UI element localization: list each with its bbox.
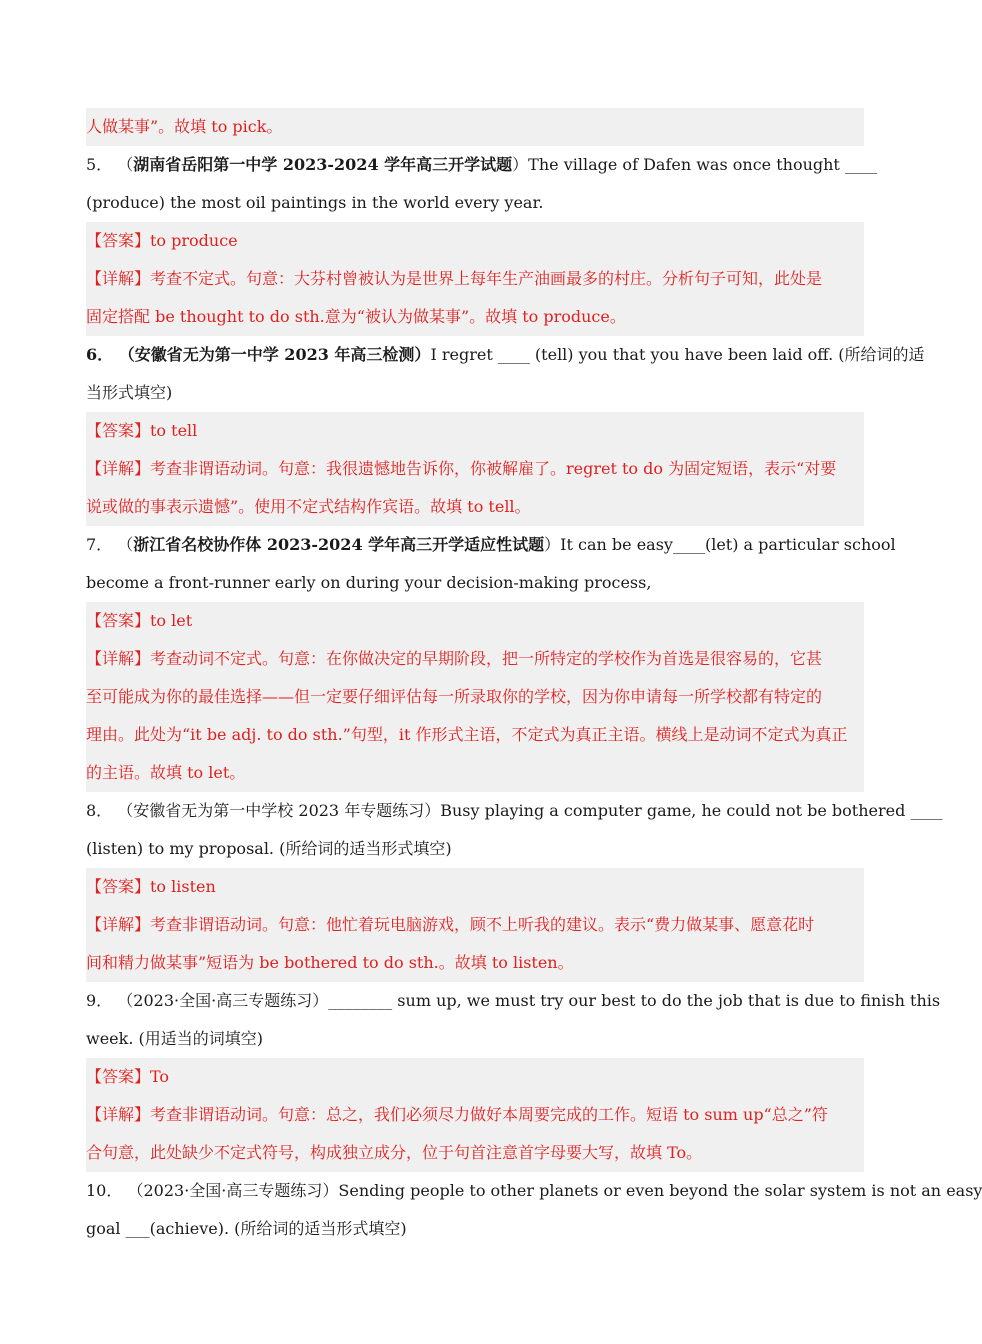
question-text: Busy playing a computer game, he could not be bothered ____	[440, 801, 943, 820]
detail-line: 的主语。故填 to let。	[86, 763, 246, 782]
question-number: 5．	[86, 155, 113, 174]
question-line-2: (produce) the most oil paintings in the world every year.	[86, 193, 544, 212]
question-number: 7．	[86, 535, 113, 554]
detail-line: 说或做的事表示遗憾”。使用不定式结构作宾语。故填 to tell。	[86, 497, 531, 516]
question-10	[86, 1172, 982, 1248]
answer-block	[86, 868, 864, 982]
question-9	[86, 982, 941, 1172]
question-line-2: become a front-runner early on during your decision-making process,	[86, 573, 652, 592]
detail-line: 【详解】考查非谓语动词。句意：我很遗憾地告诉你，你被解雇了。regret to do 为固定短语，表示“对要	[86, 459, 837, 478]
question-line-2: (listen) to my proposal. (所给词的适当形式填空)	[86, 839, 452, 858]
question-text: Sending people to other planets or even beyond the solar system is not an easy	[338, 1181, 982, 1200]
answer-block	[86, 412, 864, 526]
question-source: 安徽省无为第一中学校 2023 年专题练习	[133, 801, 425, 820]
answer-line: 【答案】to let	[86, 611, 193, 630]
answer-line: 【答案】to produce	[86, 231, 238, 250]
detail-line: 至可能成为你的最佳选择——但一定要仔细评估每一所录取你的学校，因为你申请每一所学校都有特定的	[86, 687, 823, 706]
question-8	[86, 792, 943, 982]
previous-answer-tail	[86, 108, 864, 146]
question-line: 7． （浙江省名校协作体 2023-2024 学年高三开学适应性试题）It can be easy____(let) a particular school	[86, 535, 896, 554]
question-line: 9． （2023·全国·高三专题练习）________ sum up, we must try our best to do the job that is due to finish this	[86, 991, 941, 1010]
question-line-2: 当形式填空)	[86, 383, 173, 402]
question-line: 6． （安徽省无为第一中学 2023 年高三检测）I regret ____ (tell) you that you have been laid off. (所给词的适	[86, 345, 925, 364]
question-text: I regret ____ (tell) you that you have been laid off. (所给词的适	[430, 345, 925, 364]
question-line-2: goal ___(achieve). (所给词的适当形式填空)	[86, 1219, 407, 1238]
answer-block	[86, 602, 864, 792]
detail-line: 合句意，此处缺少不定式符号，构成独立成分，位于句首注意首字母要大写，故填 To。	[86, 1143, 703, 1162]
answer-line: 【答案】to listen	[86, 877, 216, 896]
answer-block	[86, 222, 864, 336]
document-content	[86, 108, 982, 1248]
detail-line: 【详解】考查非谓语动词。句意：总之，我们必须尽力做好本周要完成的工作。短语 to sum up“总之”符	[86, 1105, 828, 1124]
question-source: 2023·全国·高三专题练习	[143, 1181, 323, 1200]
question-source: 湖南省岳阳第一中学 2023-2024 学年高三开学试题	[133, 155, 513, 174]
question-line: 10． （2023·全国·高三专题练习）Sending people to other planets or even beyond the solar system is not an easy	[86, 1181, 982, 1200]
question-source: 2023·全国·高三专题练习	[133, 991, 313, 1010]
question-number: 9．	[86, 991, 113, 1010]
detail-line: 【详解】考查非谓语动词。句意：他忙着玩电脑游戏，顾不上听我的建议。表示“费力做某事、愿意花时	[86, 915, 815, 934]
question-number: 8．	[86, 801, 113, 820]
question-text: ________ sum up, we must try our best to do the job that is due to finish this	[328, 991, 941, 1010]
question-text: It can be easy____(let) a particular school	[560, 535, 896, 554]
detail-line: 间和精力做某事”短语为 be bothered to do sth.。故填 to listen。	[86, 953, 574, 972]
question-7	[86, 526, 896, 792]
question-source: 安徽省无为第一中学 2023 年高三检测	[134, 345, 415, 364]
detail-line: 理由。此处为“it be adj. to do sth.”句型，it 作形式主语，不定式为真正主语。横线上是动词不定式为真正	[86, 725, 848, 744]
detail-line: 【详解】考查动词不定式。句意：在你做决定的早期阶段，把一所特定的学校作为首选是很容易的，它甚	[86, 649, 823, 668]
question-line: 8． （安徽省无为第一中学校 2023 年专题练习）Busy playing a computer game, he could not be bothered ____	[86, 801, 943, 820]
answer-line: 【答案】to tell	[86, 421, 198, 440]
question-number: 10．	[86, 1181, 123, 1200]
question-text: The village of Dafen was once thought ____	[528, 155, 877, 174]
question-source: 浙江省名校协作体 2023-2024 学年高三开学适应性试题	[133, 535, 545, 554]
question-number: 6．	[86, 345, 114, 364]
answer-line: 【答案】To	[86, 1067, 170, 1086]
question-5	[86, 146, 877, 336]
previous-detail-line: 人做某事”。故填 to pick。	[86, 117, 283, 136]
question-line: 5． （湖南省岳阳第一中学 2023-2024 学年高三开学试题）The village of Dafen was once thought ____	[86, 155, 877, 174]
question-line-2: week. (用适当的词填空)	[86, 1029, 263, 1048]
detail-line: 固定搭配 be thought to do sth.意为“被认为做某事”。故填 to produce。	[86, 307, 626, 326]
answer-block	[86, 1058, 864, 1172]
detail-line: 【详解】考查不定式。句意：大芬村曾被认为是世界上每年生产油画最多的村庄。分析句子可知，此处是	[86, 269, 823, 288]
question-6	[86, 336, 925, 526]
